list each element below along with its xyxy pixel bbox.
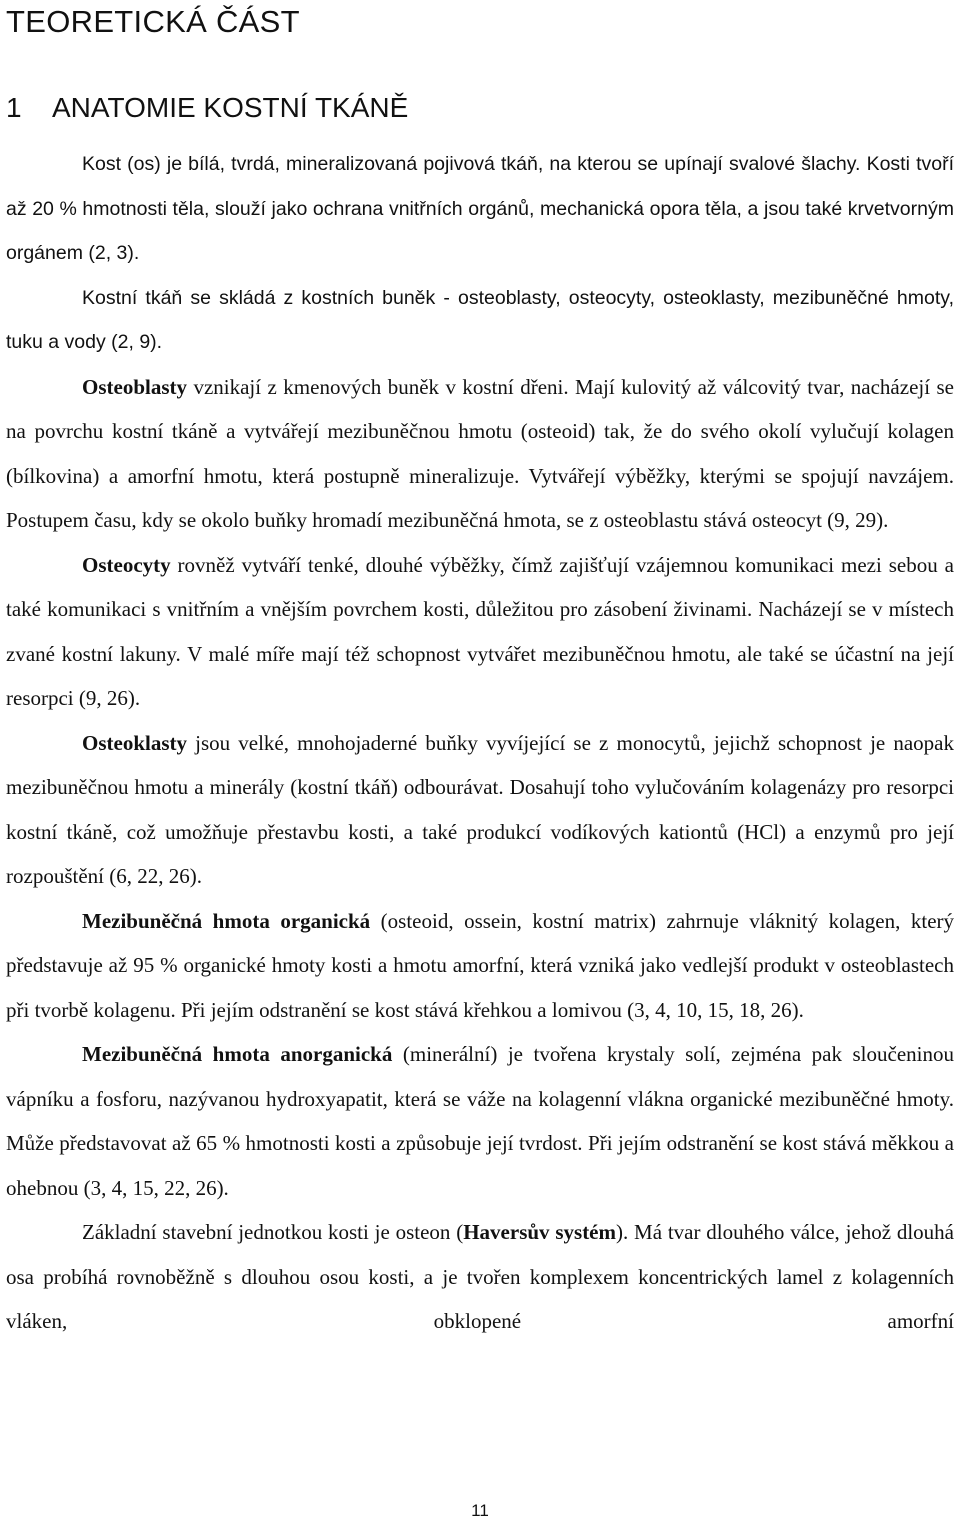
chapter-number: 1	[6, 92, 22, 123]
paragraph-inorganic-matrix: Mezibuněčná hmota anorganická (minerální) je tvořena krystaly solí, zejména pak sloučeninou vápníku a fosforu, nazývanou hydroxyapatit, která se váže na kolagenní vlákna organické mezibuněčné hmoty. Může představovat až 65 % hmotnosti kosti a způsobuje její tvrdost. Při jejím odstranění se kost stává měkkou a ohebnou (3, 4, 15, 22, 26).	[6, 1042, 954, 1200]
chapter-heading	[6, 92, 408, 124]
term-inorganic-matrix: Mezibuněčná hmota anorganická	[82, 1042, 393, 1066]
paragraph-osteoklasty: Osteoklasty jsou velké, mnohojaderné buňky vyvíjející se z monocytů, jejichž schopnost je naopak mezibuněčnou hmotu a minerály (kostní tkáň) odbourávat. Dosahují toho vylučováním kolagenázy pro resorpci kostní tkáně, což umožňuje přestavbu kosti, a také produkcí vodíkových kationtů (HCl) a enzymů pro její rozpouštění (6, 22, 26).	[6, 730, 954, 888]
page-number: 11	[471, 1501, 489, 1520]
term-osteocyty: Osteocyty	[82, 552, 171, 577]
paragraph-organic-matrix: Mezibuněčná hmota organická (osteoid, ossein, kostní matrix) zahrnuje vláknitý kolagen, který představuje až 95 % organické hmoty kosti a hmotu amorfní, která vzniká jako vedlejší produkt v osteoblastech při tvorbě kolagenu. Při jejím odstranění se kost stává křehkou a lomivou (3, 4, 10, 15, 18, 26).	[6, 908, 955, 1022]
body-text	[6, 142, 954, 1344]
paragraph-composition: Kostní tkáň se skládá z kostních buněk - osteoblasty, osteocyty, osteoklasty, mezibuněčné hmoty, tuku a vody (2, 9).	[6, 286, 954, 353]
term-osteoblasty: Osteoblasty	[82, 374, 187, 399]
paragraph-intro: Kost (os) je bílá, tvrdá, mineralizovaná pojivová tkáň, na kterou se upínají svalové šlachy. Kosti tvoří až 20 % hmotnosti těla, slouží jako ochrana vnitřních orgánů, mechanická opora těla, a jsou také krvetvorným orgánem (2, 3).	[6, 153, 954, 264]
term-organic-matrix: Mezibuněčná hmota organická	[82, 908, 371, 933]
term-haversian-system: Haversův systém	[463, 1220, 616, 1244]
term-osteoklasty: Osteoklasty	[82, 730, 187, 755]
chapter-title: ANATOMIE KOSTNÍ TKÁNĚ	[52, 92, 409, 123]
paragraph-osteon: Základní stavební jednotkou kosti je osteon (Haversův systém). Má tvar dlouhého válce, jehož dlouhá osa probíhá rovnoběžně s dlouhou osou kosti, a je tvořen komplexem koncentrických lamel z kolagenních vláken, obklopené amorfní	[6, 1220, 954, 1333]
paragraph-osteoblasty: Osteoblasty vznikají z kmenových buněk v kostní dřeni. Mají kulovitý až válcovitý tvar, nacházejí se na povrchu kostní tkáně a vytvářejí mezibuněčnou hmotu (osteoid) tak, že do svého okolí vylučují kolagen (bílkovina) a amorfní hmotu, která postupně mineralizuje. Vytvářejí výběžky, kterými se spojují navzájem. Postupem času, kdy se okolo buňky hromadí mezibuněčná hmota, se z osteoblastu stává osteocyt (9, 29).	[6, 374, 954, 532]
paragraph-osteocyty: Osteocyty rovněž vytváří tenké, dlouhé výběžky, čímž zajišťují vzájemnou komunikaci mezi sebou a také komunikaci s vnitřním a vnějším povrchem kosti, důležitou pro zásobení živinami. Nacházejí se v místech zvané kostní lakuny. V malé míře mají též schopnost vytvářet mezibuněčnou hmotu, ale také se účastní na její resorpci (9, 26).	[6, 552, 954, 710]
part-title: TEORETICKÁ ČÁST	[6, 4, 300, 39]
